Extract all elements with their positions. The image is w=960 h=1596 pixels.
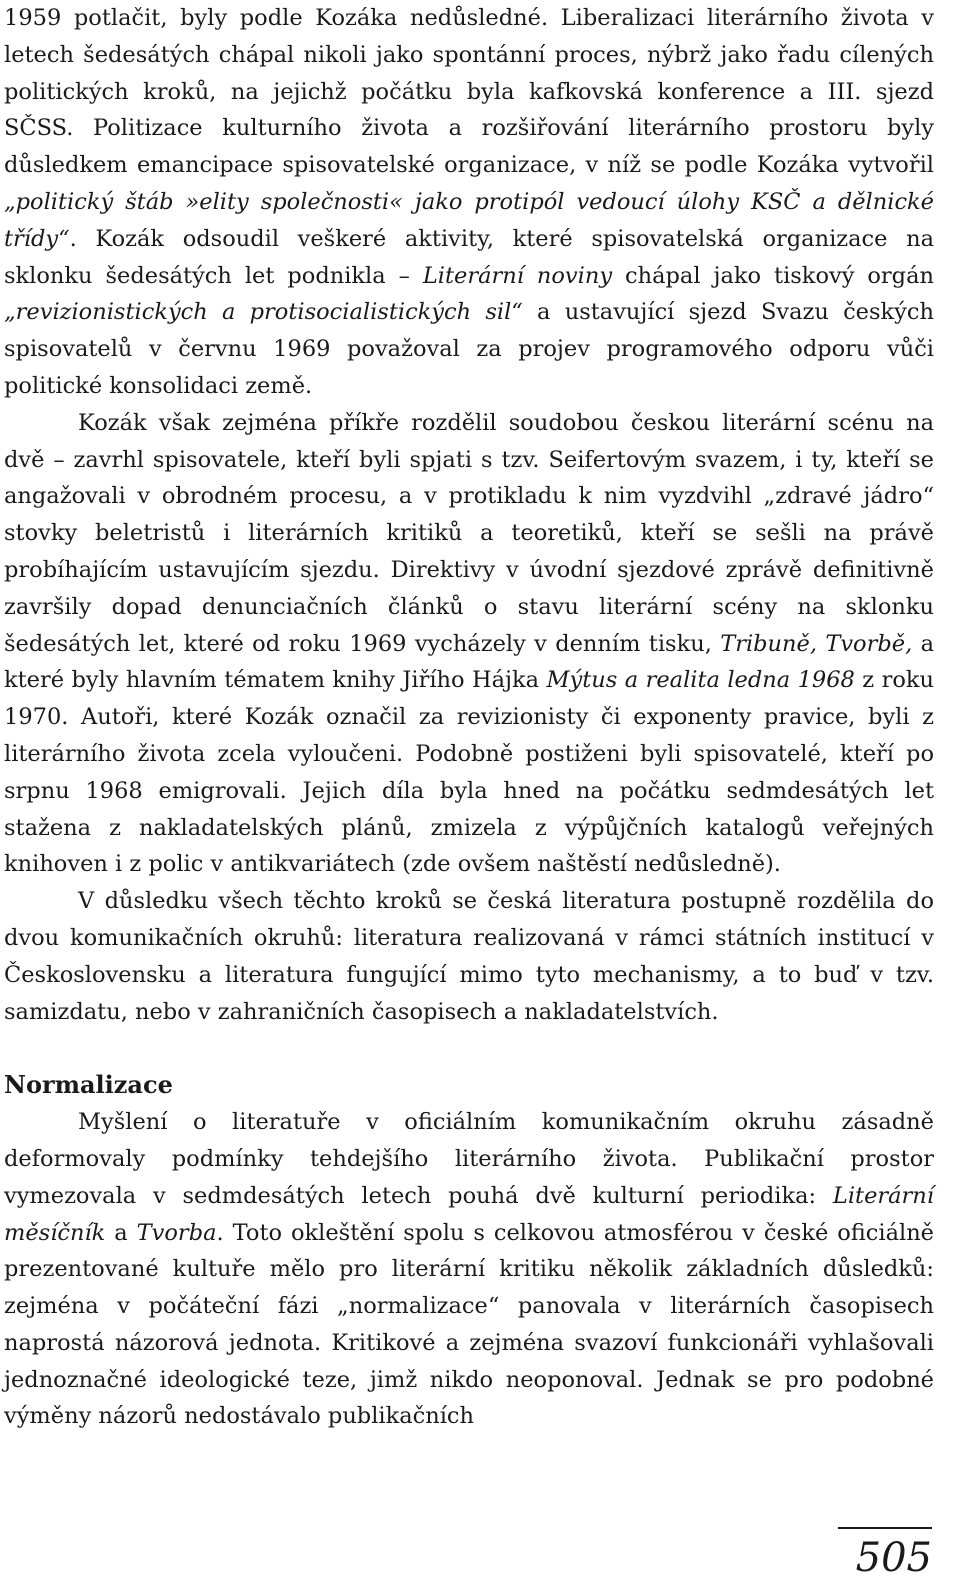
- paragraph-4-text-1: Myšlení o literatuře v oficiálním komunikačním okruhu zásadně deformovaly podmínky tehdejšího literárního života. Publikační prostor vymezovala v sedmdesátých letech pouhá dvě kulturní periodika:: [4, 1109, 934, 1209]
- paragraph-1-title-literarni-noviny: Literární noviny: [422, 262, 613, 289]
- paragraph-1-quote-revisionist-forces: „revizionistických a protisocialistických sil“: [4, 299, 523, 326]
- section-heading: Normalizace: [4, 1070, 173, 1100]
- paragraph-4: [4, 1104, 934, 1435]
- footer-rule: [838, 1527, 932, 1529]
- paragraph-2: [4, 405, 934, 883]
- paragraph-1-text-1: 1959 potlačit, byly podle Kozáka nedůsledné. Liberalizaci literárního života v letech šedesátých chápal nikoli jako spontánní proces, nýbrž jako řadu cílených politických kroků, na jejichž počátku byla kafkovská konference a III. sjezd SČSS. Politizace kulturního života a rozšiřování literárního prostoru byly důsledkem emancipace spisovatelské organizace, v níž se podle Kozáka vytvořil: [4, 5, 934, 179]
- paragraph-4-title-literarni-mesicnik: Literární měsíčník: [4, 1182, 934, 1246]
- paragraph-2-text-3: z roku 1970. Autoři, které Kozák označil za revizionisty či exponenty pravice, byli z literárního života zcela vyloučeni. Podobně postiženi byli spisovatelé, kteří po srpnu 1968 emigrovali. Jejich díla byla hned na počátku sedmdesátých let stažena z nakladatelských plánů, zmizela z výpůjčních katalogů veřejných knihoven i z polic v antikvariátech (zde ovšem naštěstí nedůsledně).: [4, 667, 935, 878]
- paragraph-1-quote-political-staff: „politický štáb »elity společnosti« jako protipól vedoucí úlohy KSČ a dělnické třídy“: [4, 188, 934, 252]
- paragraph-2-text-2: a které byly hlavním tématem knihy Jiřího Hájka: [4, 630, 934, 694]
- paragraph-1-text-3: chápal jako tiskový orgán: [612, 262, 934, 289]
- paragraph-2-text-1: Kozák však zejména příkře rozdělil soudobou českou literární scénu na dvě – zavrhl spisovatele, kteří byli spjati s tzv. Seifertovým svazem, i ty, kteří se angažovali v obrodném procesu, a v protikladu k nim vyzdvihl „zdravé jádro“ stovky beletristů i literárních kritiků a teoretiků, kteří se sešli na právě probíhajícím ustavujícím sjezdu. Direktivy v úvodní sjezdové zprávě definitivně završily dopad denunciačních článků o stavu literární scény na sklonku šedesátých let, které od roku 1969 vycházely v denním tisku,: [4, 409, 934, 657]
- section-spacer: [4, 1030, 934, 1067]
- paragraph-2-book-title: Mýtus a realita ledna 1968: [546, 667, 855, 694]
- page-body: [4, 0, 934, 1435]
- paragraph-3: [4, 883, 934, 1030]
- paragraph-1-text-4: a ustavující sjezd Svazu českých spisovatelů v červnu 1969 považoval za projev programového odporu vůči politické konsolidaci země.: [4, 299, 934, 399]
- paragraph-2-titles-tribuna-tvorba: Tribuně, Tvorbě,: [720, 630, 913, 657]
- paragraph-4-text-2: a: [105, 1219, 137, 1246]
- paragraph-3-text-1: V důsledku všech těchto kroků se česká literatura postupně rozdělila do dvou komunikačních okruhů: literatura realizovaná v rámci státních institucí v Československu a literatura fungující mimo tyto mechanismy, a to buď v tzv. samizdatu, nebo v zahraničních časopisech a nakladatelstvích.: [4, 888, 934, 1025]
- page-number: 505: [855, 1535, 932, 1581]
- paragraph-4-title-tvorba: Tvorba: [136, 1219, 217, 1246]
- paragraph-1: [4, 0, 934, 405]
- paragraph-1-text-2: . Kozák odsoudil veškeré aktivity, které spisovatelská organizace na sklonku šedesátých let podnikla –: [4, 225, 934, 289]
- paragraph-4-text-3: . Toto okleštění spolu s celkovou atmosférou v české oficiálně prezentované kultuře mělo pro literární kritiku několik základních důsledků: zejména v počáteční fázi „normalizace“ panovala v literárních časopisech naprostá názorová jednota. Kritikové a zejména svazoví funkcionáři vyhlašovali jednoznačné ideologické teze, jimž nikdo neoponoval. Jednak se pro podobné výměny názorů nedostávalo publikačních: [4, 1219, 934, 1430]
